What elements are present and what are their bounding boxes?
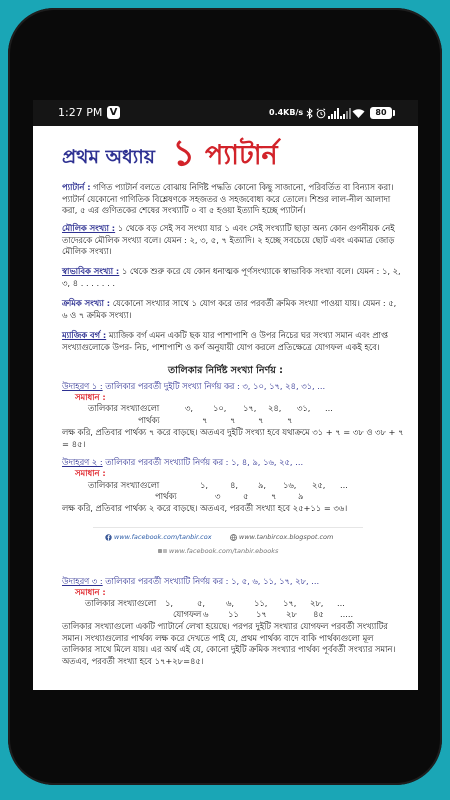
definition-text: যেকোনো সংখ্যার সাথে ১ যোগ করে তার পরবর্তী ক্রমিক সংখ্যা পাওয়া যায়। যেমন : ৫, ৬ ও ৭ ক্রমিক সংখ্যা।	[62, 298, 397, 320]
definition-natural	[62, 266, 404, 289]
sum-value: ৪৫	[313, 609, 324, 619]
example-explanation: তালিকার সংখ্যাগুলো একটি প্যাটার্নে লেখা হয়েছে। পরপর দুইটি সংখ্যার যোগফল পরবর্তী সংখ্যাটির সমান। সংখ্যাগুলোর পার্থক্য লক্ষ করে দেখতে পাই যে, প্রথম পার্থক্য বাদে বাকি পার্থক্যগুলো মূল তালিকার সাথে মিলে যায়। এর অর্থ এই যে, কোনো দুইটি ক্রমিক সংখ্যার পার্থক্য পূর্ববর্তী সংখ্যার সমান। অতএব, পরবর্তী সংখ্যা হবে ১৭+২৮=৪৫।	[62, 621, 396, 666]
definition-term: ক্রমিক সংখ্যা :	[62, 298, 111, 308]
difference-value: ৭	[287, 415, 293, 425]
sequence-value: ৪,	[230, 480, 239, 490]
sum-value: .....	[340, 609, 354, 619]
example-label: উদাহরণ ১ :	[62, 381, 103, 391]
sequence-value: ...	[337, 598, 345, 608]
difference-value: ৭	[202, 415, 208, 425]
definition-consecutive	[62, 298, 404, 321]
difference-value: ৭	[271, 491, 277, 501]
example-title	[62, 381, 404, 393]
section-heading: তালিকার নির্দিষ্ট সংখ্যা নির্ণয় :	[168, 365, 283, 376]
definition-text: ১ থেকে শুরু করে যে কোন ধনাত্মক পূর্ণসংখ্যাকে স্বাভাবিক সংখ্যা বলে। যেমন : ১, ২, ৩, ৪ . . . . . . .	[62, 266, 401, 288]
sequence-value: ১,	[200, 480, 209, 490]
app-notification-icon: V	[107, 106, 120, 119]
row-label: পার্থক্য	[155, 491, 177, 501]
sum-value: ৬	[203, 609, 209, 619]
chapter-title: প্যাটার্ন	[205, 140, 278, 171]
example-explanation: লক্ষ করি, প্রতিবার পার্থক্য ২ করে বাড়ছে। অতএব, পরবর্তী সংখ্যা হবে ২৫+১১ = ৩৬।	[62, 503, 348, 513]
sequence-value: ১৭,	[243, 403, 257, 413]
difference-value: ৯	[298, 491, 304, 501]
sequence-value: ২৪,	[268, 403, 282, 413]
difference-row	[33, 491, 418, 502]
sequence-value: ৩,	[185, 403, 194, 413]
battery-icon: 80	[370, 107, 392, 119]
sequence-value: ...	[340, 480, 348, 490]
solution-label: সমাধান :	[75, 392, 106, 402]
sequence-value: ৫,	[197, 598, 206, 608]
example-title	[62, 457, 404, 469]
sequence-value: ২৫,	[312, 480, 326, 490]
blog-icon	[230, 534, 237, 541]
camera-icon	[158, 548, 167, 554]
difference-value: ৭	[258, 415, 264, 425]
sequence-row	[33, 403, 418, 414]
example-title	[62, 576, 404, 588]
facebook-icon	[105, 534, 112, 541]
row-label: তালিকার সংখ্যাগুলো	[85, 598, 157, 608]
definition-text: ম্যাজিক বর্গ এমন একটি ছক যার পাশাপাশি ও উপর নিচের ঘর সংখ্যা সমান এবং প্রাপ্ত সংখ্যাগুলোকে উপর- নিচ, পাশাপাশি ও কর্ণ অনুযায়ী যোগ করলে প্রতিক্ষেত্রে যোগফল একই হবে।	[62, 330, 388, 352]
chapter-number: ১	[172, 133, 196, 174]
ebooks-link[interactable]: www.facebook.com/tanbir.ebooks	[169, 547, 279, 555]
row-label: পার্থক্য	[138, 415, 160, 425]
example-sequence: ১, ৪, ৯, ১৬, ২৫, ...	[231, 457, 304, 467]
definition-prime	[62, 223, 404, 258]
sum-row	[33, 609, 418, 620]
definition-term: মৌলিক সংখ্যা :	[62, 223, 116, 233]
sequence-value: ৬,	[226, 598, 235, 608]
example-sequence: ৩, ১০, ১৭, ২৪, ৩১, ...	[242, 381, 326, 391]
difference-value: ৩	[215, 491, 221, 501]
chapter-label: প্রথম অধ্যায়	[62, 146, 155, 168]
definition-term: স্বাভাবিক সংখ্যা :	[62, 266, 120, 276]
sequence-value: ১৬,	[283, 480, 297, 490]
sequence-row	[33, 598, 418, 609]
difference-row	[33, 415, 418, 426]
sequence-value: ২৮,	[310, 598, 324, 608]
facebook-link[interactable]: www.facebook.com/tanbir.cox	[114, 533, 212, 541]
sum-value: ১৭	[256, 609, 267, 619]
sequence-value: ১১,	[254, 598, 268, 608]
solution-label: সমাধান :	[75, 587, 106, 597]
example-sequence: ১, ৫, ৬, ১১, ১৭, ২৮, ...	[231, 576, 320, 586]
blog-link[interactable]: www.tanbircox.blogspot.com	[239, 533, 334, 541]
example-label: উদাহরণ ৩ :	[62, 576, 103, 586]
sequence-value: ...	[325, 403, 333, 413]
example-question: তালিকার পরবর্তী দুইটি সংখ্যা নির্ণয় কর :	[105, 381, 240, 391]
status-bar	[33, 100, 418, 126]
difference-value: ৫	[243, 491, 249, 501]
sum-value: ১১	[228, 609, 239, 619]
definition-magic-square	[62, 330, 404, 353]
sequence-value: ১,	[165, 598, 174, 608]
definition-term: ম্যাজিক বর্গ :	[62, 330, 107, 340]
divider	[93, 527, 363, 528]
sequence-value: ১০,	[213, 403, 227, 413]
example-question: তালিকার পরবর্তী সংখ্যাটি নির্ণয় কর :	[105, 457, 229, 467]
definition-pattern	[62, 182, 404, 217]
row-label: তালিকার সংখ্যাগুলো	[88, 480, 160, 490]
solution-label: সমাধান :	[75, 468, 106, 478]
sequence-value: ১৭,	[283, 598, 297, 608]
row-label: যোগফল	[173, 609, 202, 619]
definition-term: প্যাটার্ন :	[62, 182, 91, 192]
definition-text: গণিত প্যাটার্ন বলতে বোঝায় নির্দিষ্ট পদ্ধতি কোনো কিছু সাজানো, পরিবর্তিত বা বিন্যাস করা। প্যাটার্ন যেকোনো গাণিতিক বিশ্লেষণকে সহজতর ও সহজবোধ্য করে তোলে। শিশুর লাল-নীল আলাদা করা, ৫ এর গুণিতকের শেষের সংখ্যাটি ০ বা ৫ হওয়া ইত্যাদি হচ্ছে প্যাটার্ন।	[62, 182, 394, 215]
signal-icon	[340, 108, 351, 119]
alarm-icon	[316, 108, 326, 119]
wifi-icon	[352, 108, 365, 118]
signal-icon	[328, 108, 339, 119]
sequence-value: ৩১,	[297, 403, 311, 413]
ebook-page-viewer[interactable]	[33, 126, 418, 690]
phone-screen	[33, 100, 418, 690]
sequence-value: ৯,	[258, 480, 267, 490]
row-label: তালিকার সংখ্যাগুলো	[88, 403, 160, 413]
sequence-row	[33, 480, 418, 491]
example-label: উদাহরণ ২ :	[62, 457, 103, 467]
example-question: তালিকার পরবর্তী সংখ্যাটি নির্ণয় কর :	[105, 576, 229, 586]
network-speed: 0.4KB/s	[269, 108, 304, 117]
sum-value: ২৮	[286, 609, 297, 619]
example-explanation: লক্ষ করি, প্রতিবার পার্থক্য ৭ করে বাড়ছে। অতএব দুইটি সংখ্যা হবে যথাক্রমে ৩১ + ৭ = ৩৮ ও ৩৮ + ৭ = ৪৫।	[62, 427, 404, 449]
difference-value: ৭	[230, 415, 236, 425]
definition-text: ১ থেকে বড় সেই সব সংখ্যা যার ১ এবং সেই সংখ্যাটি ছাড়া অন্য কোন গুণনীয়ক নেই তাদেরকে মৌলিক সংখ্যা বলে। যেমন : ২, ৩, ৫, ৭ ইত্যাদি। ২ হচ্ছে সবচেয়ে ছোট এবং একমাত্র জোড় মৌলিক সংখ্যা।	[62, 223, 395, 256]
bluetooth-icon	[306, 108, 313, 119]
status-time: 1:27 PM	[58, 106, 103, 119]
